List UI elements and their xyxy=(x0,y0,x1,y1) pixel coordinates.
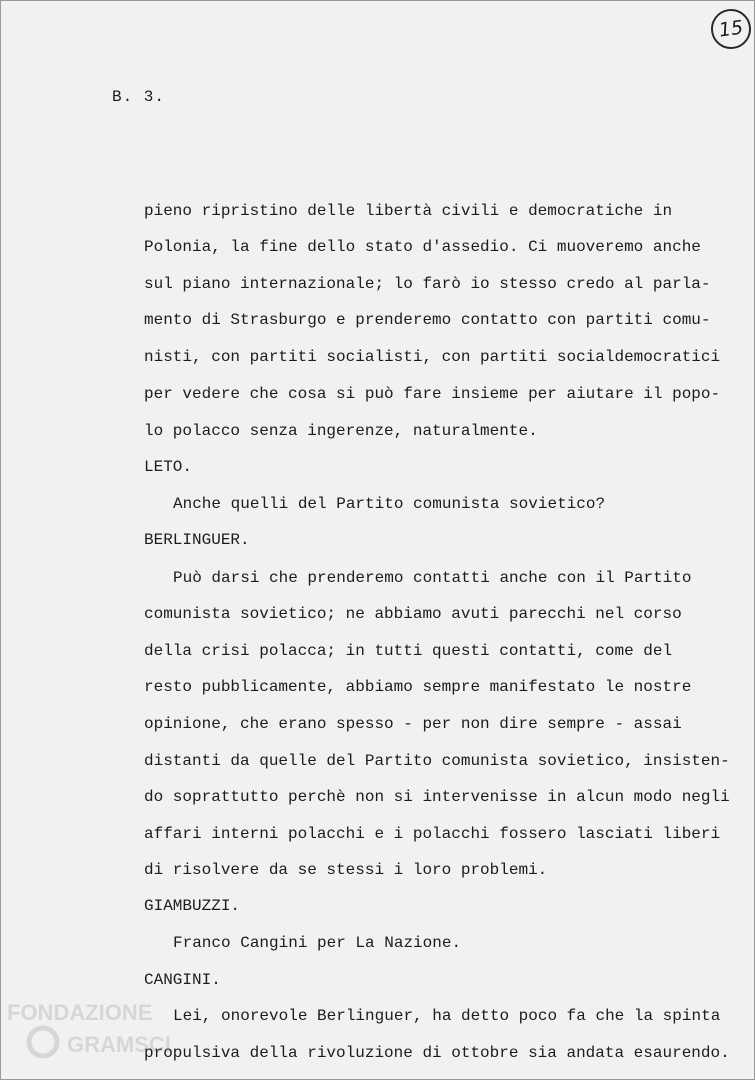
text-line: pieno ripristino delle libertà civili e democratiche in xyxy=(144,202,673,220)
page-reference: B. 3. xyxy=(112,88,166,106)
speaker-name: LETO. xyxy=(144,458,193,476)
speaker-name: BERLINGUER. xyxy=(144,531,250,549)
text-line: per vedere che cosa si può fare insieme per aiutare il popo- xyxy=(144,385,721,403)
text-line: distanti da quelle del Partito comunista sovietico, insisten- xyxy=(144,752,730,770)
text-line: Anche quelli del Partito comunista sovietico? xyxy=(173,495,606,513)
text-line: Lei, onorevole Berlinguer, ha detto poco fa che la spinta xyxy=(173,1007,721,1025)
speaker-name: CANGINI. xyxy=(144,971,221,989)
text-line: resto pubblicamente, abbiamo sempre manifestato le nostre xyxy=(144,678,692,696)
watermark-text-line2: GRAMSCI xyxy=(67,1032,171,1057)
text-line: comunista sovietico; ne abbiamo avuti parecchi nel corso xyxy=(144,605,682,623)
page-number-stamp: 15 xyxy=(708,6,753,51)
text-line: della crisi polacca; in tutti questi contatti, come del xyxy=(144,642,673,660)
text-line: Polonia, la fine dello stato d'assedio. Ci muoveremo anche xyxy=(144,238,701,256)
text-line: do soprattutto perchè non si intervenisse in alcun modo negli xyxy=(144,788,730,806)
text-line: nisti, con partiti socialisti, con partiti socialdemocratici xyxy=(144,348,721,366)
text-line: opinione, che erano spesso - per non dire sempre - assai xyxy=(144,715,682,733)
text-line: sul piano internazionale; lo farò io stesso credo al parla- xyxy=(144,275,711,293)
watermark-circle xyxy=(29,1028,57,1056)
text-line: mento di Strasburgo e prenderemo contatto con partiti comu- xyxy=(144,311,711,329)
text-line: di risolvere da se stessi i loro problemi. xyxy=(144,861,548,879)
text-line: propulsiva della rivoluzione di ottobre sia andata esaurendo. xyxy=(144,1044,730,1062)
text-line: Franco Cangini per La Nazione. xyxy=(173,934,462,952)
text-line: lo polacco senza ingerenze, naturalmente. xyxy=(144,422,538,440)
speaker-name: GIAMBUZZI. xyxy=(144,897,241,915)
watermark-text-line1: FONDAZIONE xyxy=(7,1000,153,1025)
text-line: Può darsi che prenderemo contatti anche con il Partito xyxy=(173,569,692,587)
text-line: affari interni polacchi e i polacchi fossero lasciati liberi xyxy=(144,825,721,843)
